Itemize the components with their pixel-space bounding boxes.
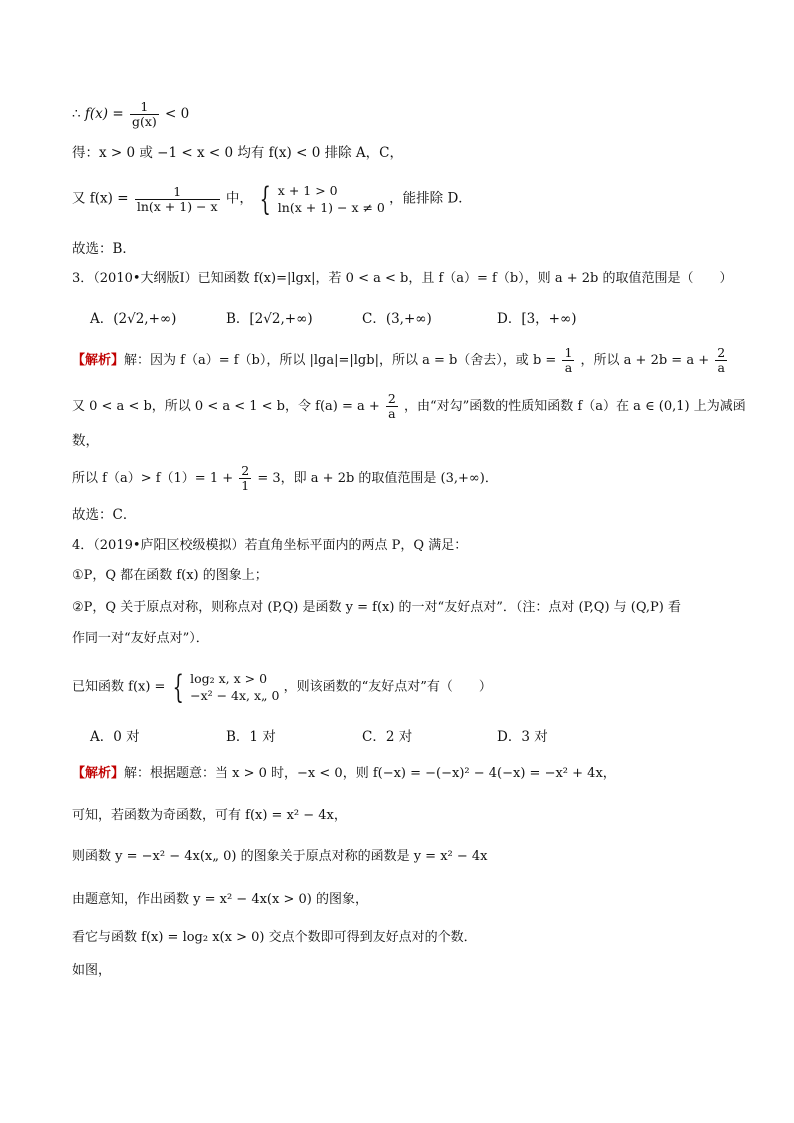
text-fragment: 解：根据题意：当 x > 0 时，−x < 0，则 f(−x) = −(−x)² − 4(−x) = −x² + 4x，	[124, 766, 616, 781]
text-fragment: ，能排除 D．	[389, 190, 472, 207]
question-3-stem: 3．（2010•大纲版Ⅰ）已知函数 f(x)=|lgx|，若 0 < a < b，且 f（a）= f（b），则 a + 2b 的取值范围是（ ）	[72, 271, 733, 286]
text-line: 看它与函数 f(x) = log₂ x(x > 0) 交点个数即可得到友好点对的个数．	[72, 930, 477, 945]
fraction	[386, 392, 398, 421]
case-row: x + 1 > 0	[277, 183, 338, 198]
analysis-line	[72, 464, 498, 493]
text-line: 故选：C．	[72, 507, 137, 523]
left-brace: {	[172, 668, 184, 706]
text-fragment: 已知函数 f(x) =	[72, 679, 166, 695]
analysis-line	[72, 765, 616, 783]
fraction	[239, 464, 251, 493]
therefore-symbol: ∴	[72, 106, 85, 122]
fraction	[562, 346, 574, 375]
case-row: ln(x + 1) − x ≠ 0	[277, 200, 385, 215]
fraction-numerator: 1	[173, 183, 182, 199]
fraction-denominator: ln(x + 1) − x	[136, 198, 218, 214]
left-brace: {	[259, 180, 271, 218]
equation-lhs: 又 f(x) =	[72, 190, 129, 207]
fraction-numerator: 1	[140, 99, 149, 114]
fraction-numerator: 2	[241, 463, 250, 478]
case-row: −x² − 4x, x„ 0	[190, 688, 280, 703]
option-c: C．(3,+∞)	[362, 311, 432, 327]
text-fragment: ，则该函数的“友好点对”有（ ）	[283, 679, 492, 695]
equation-lhs: f(x) =	[84, 106, 124, 122]
fraction-numerator: 2	[387, 391, 396, 406]
text-line: 可知，若函数为奇函数，可有 f(x) = x² − 4x，	[72, 808, 347, 823]
text-line: 则函数 y = −x² − 4x(x„ 0) 的图象关于原点对称的函数是 y = x² − 4x	[72, 849, 488, 864]
case-block	[278, 182, 385, 216]
option-d: D．[3，+∞)	[497, 311, 577, 327]
condition-1: ①P，Q 都在函数 f(x) 的图象上；	[72, 568, 268, 583]
fraction-numerator: 2	[717, 345, 726, 360]
fraction	[130, 100, 159, 129]
fraction	[715, 346, 727, 375]
fraction-denominator: a	[562, 360, 574, 375]
option-c: C．2 对	[362, 729, 413, 745]
analysis-line	[72, 392, 746, 421]
text-line: 故选：B．	[72, 241, 136, 257]
case-row: log₂ x, x > 0	[190, 671, 268, 686]
fraction-denominator: a	[715, 360, 727, 375]
fraction-numerator: 1	[564, 345, 573, 360]
option-d: D．3 对	[497, 729, 548, 745]
text-line: 如图，	[72, 963, 112, 978]
text-fragment: 所以 f（a）> f（1）= 1 +	[72, 471, 234, 486]
text-line: 数，	[72, 433, 99, 449]
function-definition	[72, 670, 492, 704]
text-fragment: 中，	[225, 190, 253, 207]
equation-line	[72, 100, 189, 129]
analysis-tag: 【解析】	[72, 766, 125, 781]
fraction	[135, 185, 220, 214]
question-4-stem: 4．（2019•庐阳区校级模拟）若直角坐标平面内的两点 P，Q 满足：	[72, 538, 468, 553]
text-fragment: 解：因为 f（a）= f（b），所以 |lga|=|lgb|，所以 a = b（舍去），或 b =	[124, 353, 557, 368]
case-block	[190, 670, 279, 704]
fraction-denominator: a	[386, 406, 398, 421]
fraction-denominator: 1	[241, 478, 250, 493]
analysis-tag: 【解析】	[72, 353, 125, 368]
fraction-denominator: g(x)	[131, 114, 157, 129]
condition-2: ②P，Q 关于原点对称，则称点对 (P,Q) 是函数 y = f(x) 的一对“友好点对”．（注：点对 (P,Q) 与 (Q,P) 看	[72, 600, 681, 615]
option-b: B．[2√2,+∞)	[226, 311, 313, 327]
text-fragment: 又 0 < a < b，所以 0 < a < 1 < b，令 f(a) = a +	[72, 399, 380, 414]
text-line: 由题意知，作出函数 y = x² − 4x(x > 0) 的图象，	[72, 892, 368, 907]
text-fragment: ，所以 a + 2b = a +	[580, 353, 710, 368]
condition-2-cont: 作同一对“友好点对”）．	[72, 631, 209, 646]
option-b: B．1 对	[226, 729, 276, 745]
text-fragment: = 3，即 a + 2b 的取值范围是 (3,+∞)．	[257, 471, 498, 486]
analysis-line	[72, 346, 729, 375]
equation-rhs: < 0	[165, 106, 190, 122]
text-fragment: ，由“对勾”函数的性质知函数 f（a）在 a ∈ (0,1) 上为减函	[404, 399, 746, 414]
text-line: 得：x > 0 或 −1 < x < 0 均有 f(x) < 0 排除 A，C，	[72, 145, 403, 161]
option-a: A．(2√2,+∞)	[90, 311, 177, 327]
equation-line	[72, 182, 472, 216]
option-a: A．0 对	[90, 729, 140, 745]
